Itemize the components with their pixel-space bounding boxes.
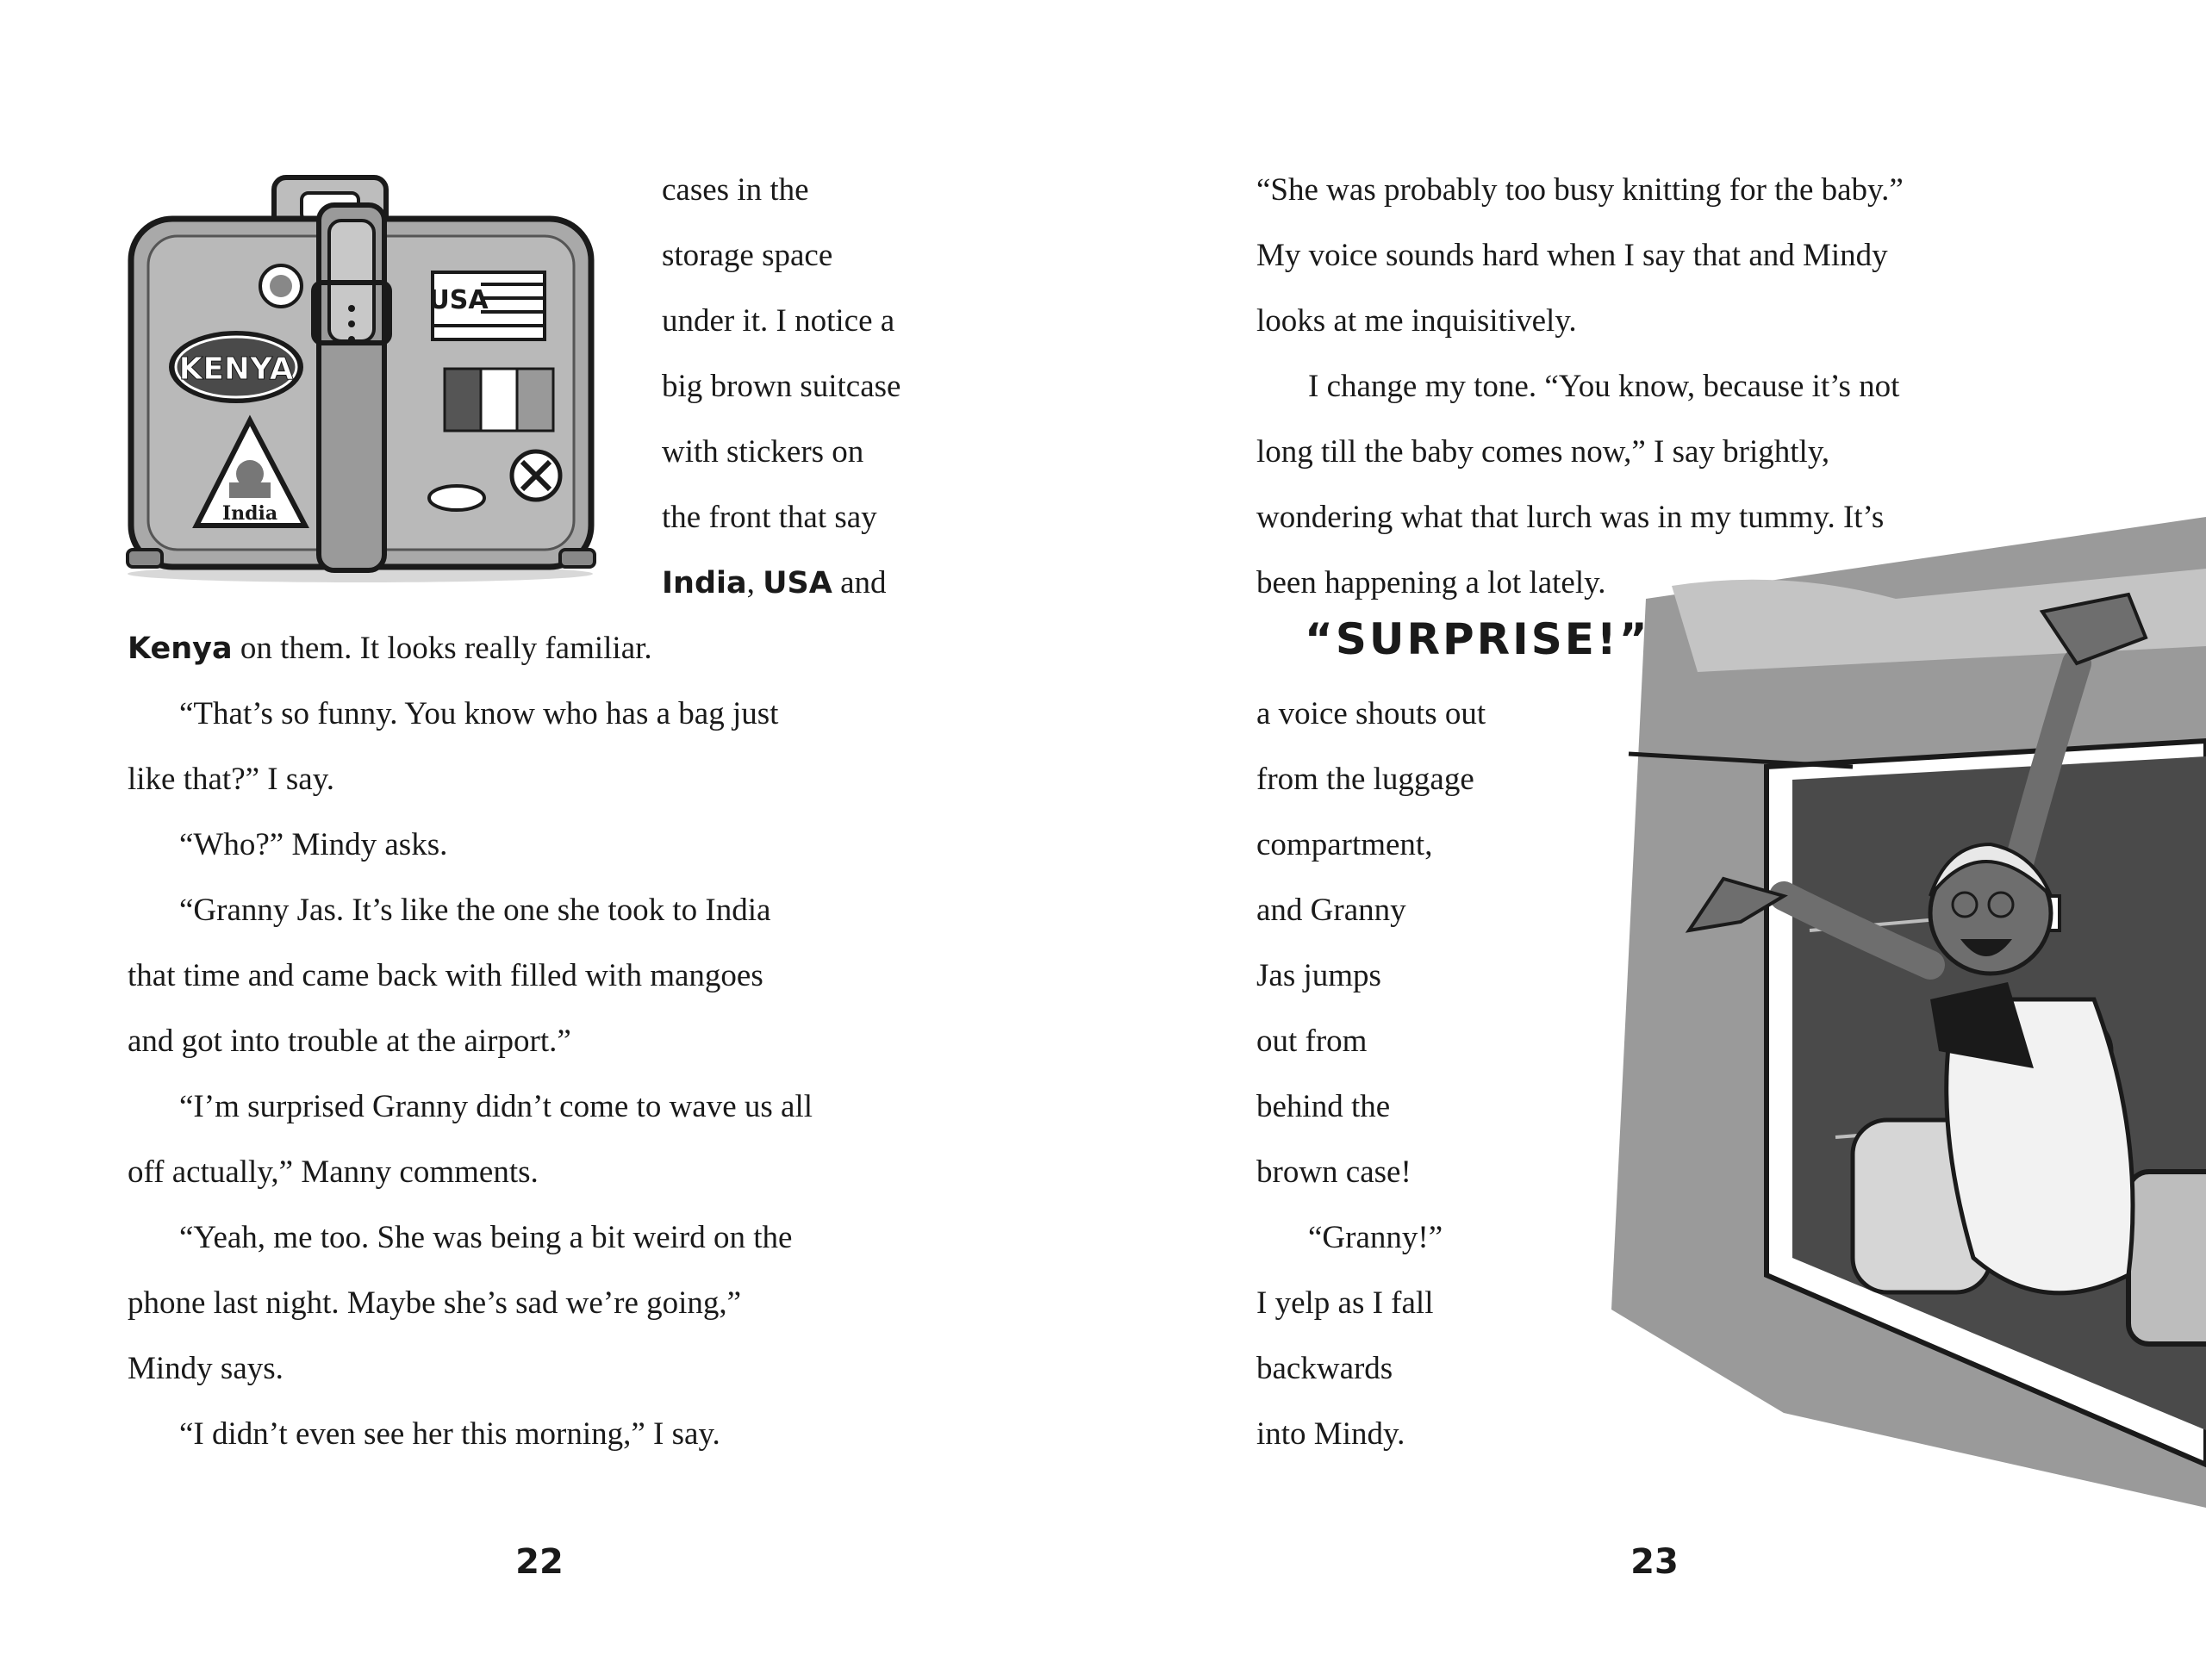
emphasis-usa: USA (763, 566, 832, 600)
text-fragment: , (746, 565, 763, 600)
text-line: “That’s so funny. You know who has a bag just (179, 696, 779, 731)
text-line: out from (1256, 1024, 1368, 1059)
text-line: looks at me inquisitively. (1256, 303, 1577, 339)
page-number: 22 (515, 1542, 564, 1582)
text-line-kenya (128, 628, 652, 669)
text-line: phone last night. Maybe she’s sad we’re going,” (128, 1285, 742, 1321)
text-line: I yelp as I fall (1256, 1285, 1434, 1321)
page-number: 23 (1630, 1542, 1679, 1582)
suitcase-illustration (119, 171, 601, 584)
text-line: Jas jumps (1256, 958, 1381, 993)
text-line: brown case! (1256, 1154, 1411, 1190)
text-line: a voice shouts out (1256, 696, 1486, 731)
text-line: “Granny!” (1308, 1220, 1443, 1255)
text-line: cases in the (662, 172, 809, 208)
text-line: been happening a lot lately. (1256, 565, 1606, 600)
text-line: compartment, (1256, 827, 1433, 862)
text-line: I change my tone. “You know, because it’s not (1308, 369, 1900, 404)
text-line: the front that say (662, 500, 877, 535)
text-line: from the luggage (1256, 762, 1474, 797)
sticker-kenya: KENYA (178, 352, 294, 387)
text-line: into Mindy. (1256, 1416, 1405, 1452)
text-line: backwards (1256, 1351, 1393, 1386)
text-line: behind the (1256, 1089, 1391, 1124)
surprise-heading: “SURPRISE!” (1305, 614, 1650, 664)
text-line: with stickers on (662, 434, 864, 470)
text-line: that time and came back with filled with mangoes (128, 958, 763, 993)
text-line: long till the baby comes now,” I say brightly, (1256, 434, 1830, 470)
text-line: “Granny Jas. It’s like the one she took to India (179, 893, 771, 928)
text-line: “Yeah, me too. She was being a bit weird on the (179, 1220, 793, 1255)
text-line-stickers (662, 563, 887, 604)
sticker-india: India (221, 502, 278, 525)
text-line: My voice sounds hard when I say that and Mindy (1256, 238, 1888, 273)
text-line: under it. I notice a (662, 303, 895, 339)
sticker-usa: USA (428, 285, 489, 315)
text-line: and Granny (1256, 893, 1406, 928)
text-line: “I didn’t even see her this morning,” I say. (179, 1416, 720, 1452)
text-line: “Who?” Mindy asks. (179, 827, 448, 862)
text-line: wondering what that lurch was in my tummy. It’s (1256, 500, 1885, 535)
text-fragment: and (832, 565, 887, 600)
text-line: big brown suitcase (662, 369, 901, 404)
text-line: “She was probably too busy knitting for the baby.” (1256, 172, 1904, 208)
text-fragment: on them. It looks really familiar. (232, 631, 652, 666)
granny-illustration (1525, 517, 2206, 1663)
emphasis-kenya: Kenya (128, 632, 233, 666)
text-line: off actually,” Manny comments. (128, 1154, 539, 1190)
right-page (1103, 0, 2206, 1680)
text-line: and got into trouble at the airport.” (128, 1024, 571, 1059)
text-line: “I’m surprised Granny didn’t come to wave us all (179, 1089, 813, 1124)
text-line: like that?” I say. (128, 762, 335, 797)
text-line: storage space (662, 238, 833, 273)
emphasis-india: India (662, 566, 747, 600)
text-line: Mindy says. (128, 1351, 284, 1386)
